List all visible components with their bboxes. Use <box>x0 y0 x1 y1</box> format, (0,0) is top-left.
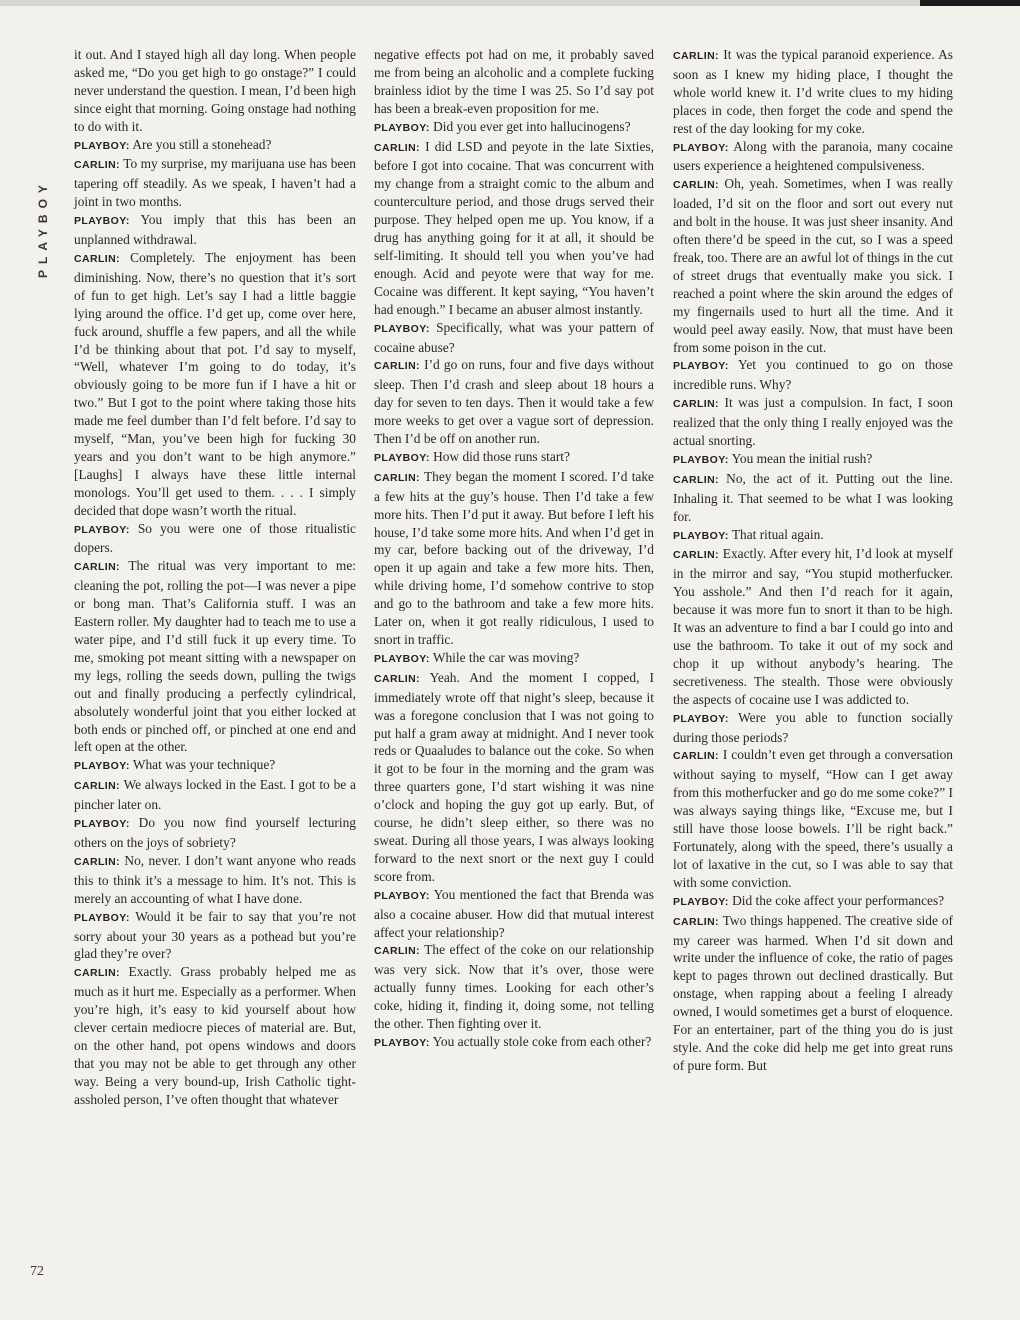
interview-paragraph <box>74 776 356 814</box>
interview-paragraph <box>374 356 654 448</box>
paragraph-text: Yet you continued to go on those incredible runs. Why? <box>673 357 953 393</box>
speaker-label: CARLIN: <box>374 141 420 154</box>
interview-paragraph <box>374 448 654 468</box>
paragraph-text: It was the typical paranoid experience. As soon as I knew my hiding place, I thought the whole world knew it. I’d write clues to my hiding places in code, then forget the code and spend the rest of the day looking for my coke. <box>673 47 953 136</box>
paragraph-text: You mentioned the fact that Brenda was also a cocaine abuser. How did that mutual interest affect your relationship? <box>374 886 655 940</box>
speaker-label: PLAYBOY: <box>374 652 430 665</box>
interview-paragraph <box>673 175 953 356</box>
speaker-label: CARLIN: <box>74 252 120 265</box>
page-number: 72 <box>30 1264 44 1279</box>
interview-paragraph <box>374 138 654 319</box>
interview-paragraph <box>374 468 654 649</box>
speaker-label: CARLIN: <box>74 561 120 574</box>
interview-paragraph <box>74 520 356 558</box>
speaker-label: PLAYBOY: <box>673 141 729 154</box>
paragraph-text: How did those runs start? <box>433 448 570 464</box>
paragraph-text: No, the act of it. Putting out the line. Inhaling it. That seemed to be what I was looking for. <box>673 470 953 524</box>
speaker-label: PLAYBOY: <box>673 360 729 373</box>
interview-paragraph <box>74 852 356 908</box>
interview-paragraph <box>74 557 356 756</box>
paragraph-text: They began the moment I scored. I’d take a few hits at the guy’s house. Then I’d take a few more hits. Then I’d put it away. But before I left his house, I’d take some more hits. And when I’d get in my car, before backing out of the driveway, I’d open it up again and take a few more hits. Then, while driving home, I’d somehow contrive to stop and go to the bathroom and take a few more hits. Later on, when it got really ridiculous, I used to snort in traffic. <box>374 468 654 647</box>
paragraph-text: No, never. I don’t want anyone who reads this to think it’s a message to him. It’s not. This is merely an accounting of what I have done. <box>74 852 356 906</box>
paragraph-text: Are you still a stonehead? <box>132 136 272 152</box>
paragraph-text: Were you able to function socially during those periods? <box>673 709 954 745</box>
paragraph-text: It was just a compulsion. In fact, I soon realized that the only thing I really enjoyed was the actual snorting. <box>673 395 953 449</box>
speaker-label: CARLIN: <box>74 780 120 793</box>
speaker-label: CARLIN: <box>74 159 120 172</box>
speaker-label: CARLIN: <box>673 50 719 62</box>
speaker-label: PLAYBOY: <box>74 215 130 228</box>
text-column-2 <box>374 46 654 1053</box>
paragraph-text: That ritual again. <box>731 526 824 542</box>
interview-paragraph <box>374 941 654 1033</box>
paragraph-text: Do you now find yourself lecturing others on the joys of sobriety? <box>74 815 356 850</box>
paragraph-text: You imply that this has been an unplanned withdrawal. <box>74 212 356 248</box>
interview-paragraph <box>673 545 953 708</box>
paragraph-text: The ritual was very important to me: cleaning the pot, rolling the pot—I was never a pipe or bong man. That’s California stuff. I was an Eastern roller. My daughter had to teach me to use a water pipe, and I’d still fuck it up every time. To me, smoking pot meant sitting with a newspaper on my legs, rolling the seeds down, pulling the twigs out and finally producing a perfectly cylindrical, absolutely wonderful joint that you either locked at both ends or pinched off, or pinched at one end and left open at the other. <box>74 558 357 755</box>
interview-paragraph <box>74 756 356 776</box>
interview-paragraph <box>673 892 953 912</box>
speaker-label: PLAYBOY: <box>74 139 130 152</box>
speaker-label: CARLIN: <box>374 672 420 685</box>
interview-paragraph <box>74 136 356 156</box>
interview-paragraph <box>673 470 953 526</box>
paragraph-text: Along with the paranoia, many cocaine users experience a heightened compulsiveness. <box>673 138 953 174</box>
interview-paragraph <box>673 138 953 176</box>
interview-paragraph <box>374 669 654 886</box>
paragraph-text: Yeah. And the moment I copped, I immediately wrote off that night’s sleep, because it was a foregone conclusion that I was not going to put half a gram away at midnight. And I never took reds or Quaaludes to balance out the coke. So when it got to be four in the morning and the gram was three quarters gone, I’d start wishing it was nine o’clock and hoping the guy got up early. But, of course, he didn’t sleep either, so there was no sweat. During all those years, I was always looking forward to the next snort or the next guy I could score from. <box>374 669 654 884</box>
speaker-label: PLAYBOY: <box>673 895 729 908</box>
page-corner-accent <box>920 0 1020 6</box>
interview-paragraph <box>374 118 654 138</box>
text-column-3 <box>673 46 953 1075</box>
speaker-label: CARLIN: <box>673 549 719 562</box>
interview-paragraph <box>74 211 356 249</box>
speaker-label: PLAYBOY: <box>374 121 430 134</box>
speaker-label: CARLIN: <box>374 471 420 484</box>
paragraph-text: Completely. The enjoyment has been diminishing. Now, there’s no question that it’s sort of fun to get high. Let’s say I had a little baggie lying around the office. I’d get up, come over here, fuck around, shuffle a few papers, and all the while I’d be thinking about that pot. I’d say to myself, “Well, whatever I’m going to do today, it’s obviously going to be more fun if I have a hit or two.” But I got to the point where taking those hits made me feel dumber than I’d felt before. I’d say to myself, “Man, you’ve been high for fucking 30 years and you don’t want to be high anymore.” [Laughs] I always have these little internal monologs. You’ll get used to them. . . . I simply decided that dope wasn’t worth the ritual. <box>74 249 356 518</box>
speaker-label: PLAYBOY: <box>673 529 729 542</box>
interview-paragraph <box>673 394 953 450</box>
interview-paragraph <box>673 526 953 546</box>
paragraph-text: So you were one of those ritualistic dopers. <box>74 520 356 556</box>
interview-paragraph <box>374 649 654 669</box>
magazine-vertical-label: PLAYBOY <box>36 179 50 278</box>
speaker-label: PLAYBOY: <box>74 523 130 536</box>
speaker-label: CARLIN: <box>673 398 719 411</box>
speaker-label: CARLIN: <box>673 750 719 763</box>
speaker-label: PLAYBOY: <box>673 712 729 725</box>
speaker-label: PLAYBOY: <box>673 453 729 466</box>
interview-paragraph <box>673 46 953 138</box>
interview-paragraph <box>74 155 356 211</box>
paragraph-text: Exactly. After every hit, I’d look at myself in the mirror and say, “You stupid motherfucker. You asshole.” And then I’d reach for it again, because it was more fun to snort it than to be high. It was an adventure to find a bar I could go into and use the bathroom. To take it out of my sock and chop it up without anybody’s hearing. The secretiveness. The stealth. Those were obviously the aspects of cocaine use I was addicted to. <box>673 546 953 707</box>
paragraph-text: While the car was moving? <box>432 649 580 665</box>
paragraph-text: We always locked in the East. I got to be a pincher later on. <box>74 777 356 813</box>
paragraph-text: I couldn’t even get through a conversation without saying to myself, “How can I get away from this motherfucker and go do me some coke?” I was always saying things like, “Excuse me, but I still have those loose bowels. I’ll be right back.” Fortunately, along with the speed, there’s usually a lot of laxative in the cut, so I was able to say that with some conviction. <box>673 747 953 890</box>
interview-paragraph <box>74 963 356 1108</box>
speaker-label: CARLIN: <box>673 179 719 192</box>
paragraph-text: Oh, yeah. Sometimes, when I was really loaded, I’d sit on the floor and sort out every nut and bolt in the house. It was just sheer insanity. And often there’d be speed in the cut, so I was a speed freak, too. There are an awful lot of things in the cut of street drugs that eventually make you sick. I reached a point where the skin around the edges of my fingernails used to hurt all the time. And it would peel away easily. Now, that must have been from some poison in the cut. <box>673 176 953 355</box>
speaker-label: CARLIN: <box>374 945 420 958</box>
interview-paragraph <box>673 709 953 747</box>
interview-paragraph <box>374 1033 654 1053</box>
page-top-edge <box>0 0 1020 6</box>
speaker-label: PLAYBOY: <box>374 451 430 464</box>
paragraph-text: it out. And I stayed high all day long. When people asked me, “Do you get high to go onstage?” I could never understand the question. I mean, I’d been high since eight that morning. Going onstage had nothing to do with it. <box>74 47 356 134</box>
speaker-label: PLAYBOY: <box>374 322 430 335</box>
paragraph-text: Did you ever get into hallucinogens? <box>433 118 631 134</box>
paragraph-text: Specifically, what was your pattern of cocaine abuse? <box>374 319 654 355</box>
interview-paragraph <box>374 886 654 942</box>
paragraph-text: I did LSD and peyote in the late Sixties, before I got into cocaine. That was concurrent with my change from a straight comic to the album and counterculture period, and those drugs served their purpose. They helped open me up. You know, if a drug has anything going for it at all, it should be self-limiting. It should tell you when you’ve had enough. Acid and peyote were that way for me. Cocaine was different. It kept saying, “You haven’t had enough.” I became an abuser almost instantly. <box>374 138 654 317</box>
speaker-label: PLAYBOY: <box>74 818 130 831</box>
speaker-label: PLAYBOY: <box>374 1036 430 1049</box>
paragraph-text: I’d go on runs, four and five days without sleep. Then I’d crash and sleep about 18 hours a day for seven to ten days. Then it would take a few more weeks to get over a vague sort of depression. Then I’d be off on another run. <box>374 357 654 447</box>
interview-paragraph <box>74 249 356 520</box>
interview-paragraph <box>673 746 953 891</box>
paragraph-text: You mean the initial rush? <box>731 450 873 466</box>
speaker-label: PLAYBOY: <box>374 889 430 902</box>
paragraph-text: negative effects pot had on me, it probably saved me from being an alcoholic and a complete fucking brainless idiot by the time I was 25. So I’d say pot has been a break-even proposition for me. <box>374 47 654 116</box>
paragraph-text: You actually stole coke from each other? <box>432 1033 652 1049</box>
interview-paragraph <box>673 356 953 394</box>
paragraph-text: To my surprise, my marijuana use has been tapering off steadily. As we speak, I haven’t had a joint in two months. <box>74 156 356 210</box>
speaker-label: CARLIN: <box>74 967 120 980</box>
speaker-label: CARLIN: <box>673 915 719 928</box>
speaker-label: CARLIN: <box>374 360 420 373</box>
continued-paragraph <box>74 46 356 136</box>
paragraph-text: Two things happened. The creative side of my career was harmed. When I’d sit down and write under the influence of coke, the ratio of pages kept to pages thrown out declined drastically. But onstage, when rapping about a feeling I already owned, I would sometimes get a burst of eloquence. For an entertainer, part of the thing you do is just style. And the coke did help me get into great runs of pure form. But <box>673 912 953 1073</box>
continued-paragraph <box>374 46 654 118</box>
paragraph-text: The effect of the coke on our relationship was very sick. Now that it’s over, those were actually funny times. Looking for each other’s coke, hiding it, finding it, doing some, not telling the other. Then fighting over it. <box>374 942 655 1032</box>
paragraph-text: Exactly. Grass probably helped me as much as it hurt me. Especially as a performer. When you’re high, it’s easy to kid yourself about how clever certain mediocre pieces of material are. But, on the other hand, pot opens windows and doors that you may not be able to get through any other way. Being a very bound-up, Irish Catholic tight-assholed person, I’ve often thought that whatever <box>74 964 356 1107</box>
interview-paragraph <box>374 319 654 357</box>
paragraph-text: Would it be fair to say that you’re not sorry about your 30 years as a pothead but you’re glad they’re over? <box>74 908 356 962</box>
paragraph-text: What was your technique? <box>132 757 276 773</box>
interview-paragraph <box>74 908 356 964</box>
paragraph-text: Did the coke affect your performances? <box>732 892 945 908</box>
interview-paragraph <box>74 814 356 852</box>
speaker-label: CARLIN: <box>673 473 719 486</box>
speaker-label: CARLIN: <box>74 855 120 868</box>
speaker-label: PLAYBOY: <box>74 760 130 773</box>
interview-paragraph <box>673 450 953 470</box>
speaker-label: PLAYBOY: <box>74 911 130 924</box>
interview-paragraph <box>673 912 953 1075</box>
text-column-1 <box>74 46 356 1109</box>
